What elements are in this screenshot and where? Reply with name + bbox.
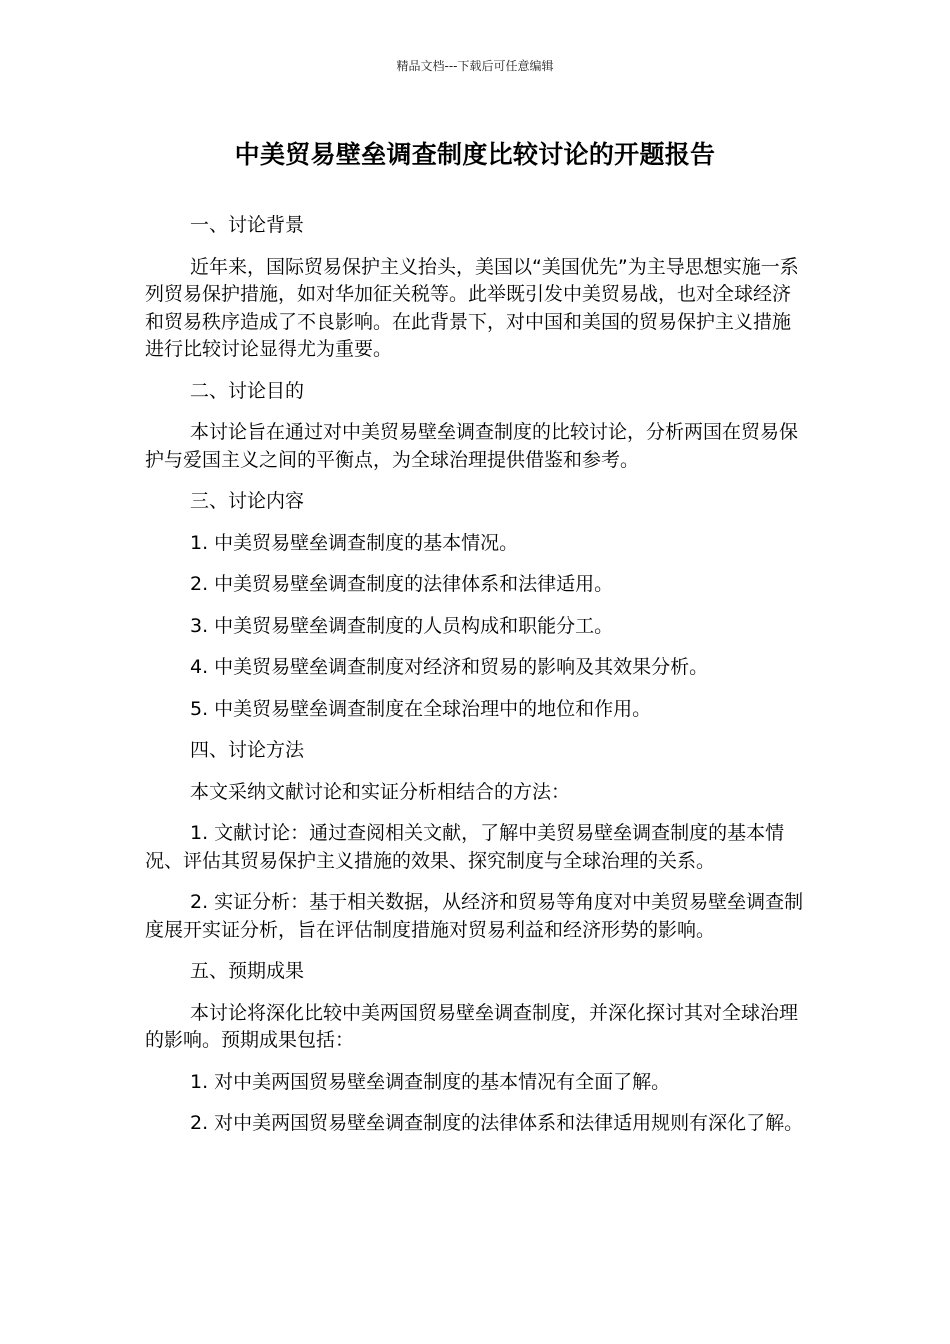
list-item: 2. 实证分析：基于相关数据，从经济和贸易等角度对中美贸易壁垒调查制度展开实证分析，旨在评估制度措施对贸易利益和经济形势的影响。 (145, 891, 804, 941)
list-item: 2. 对中美两国贸易壁垒调查制度的法律体系和法律适用规则有深化了解。 (190, 1112, 804, 1134)
paragraph-method-intro: 本文采纳文献讨论和实证分析相结合的方法： (190, 780, 571, 803)
list-item: 4. 中美贸易壁垒调查制度对经济和贸易的影响及其效果分析。 (190, 656, 709, 678)
section-heading-background: 一、讨论背景 (190, 214, 305, 236)
section-heading-method: 四、讨论方法 (190, 739, 305, 761)
header-note: 精品文档---下载后可任意编辑 (396, 59, 554, 73)
list-item: 2. 中美贸易壁垒调查制度的法律体系和法律适用。 (190, 573, 614, 595)
section-heading-content: 三、讨论内容 (190, 490, 305, 512)
list-item: 3. 中美贸易壁垒调查制度的人员构成和职能分工。 (190, 614, 614, 637)
list-item: 5. 中美贸易壁垒调查制度在全球治理中的地位和作用。 (190, 697, 652, 720)
section-heading-results: 五、预期成果 (190, 960, 305, 982)
paragraph-purpose: 本讨论旨在通过对中美贸易壁垒调查制度的比较讨论，分析两国在贸易保护与爱国主义之间的平衡点，为全球治理提供借鉴和参考。 (145, 421, 799, 471)
paragraph-results-intro: 本讨论将深化比较中美两国贸易壁垒调查制度，并深化探讨其对全球治理的影响。预期成果包括： (145, 1001, 799, 1051)
section-heading-purpose: 二、讨论目的 (190, 379, 305, 402)
document-title: 中美贸易壁垒调查制度比较讨论的开题报告 (234, 140, 716, 169)
list-item: 1. 中美贸易壁垒调查制度的基本情况。 (190, 531, 519, 554)
list-item: 1. 文献讨论：通过查阅相关文献，了解中美贸易壁垒调查制度的基本情况、评估其贸易保护主义措施的效果、探究制度与全球治理的关系。 (145, 822, 785, 872)
document-body (145, 212, 805, 1152)
paragraph-background: 近年来，国际贸易保护主义抬头，美国以“美国优先”为主导思想实施一系列贸易保护措施，如对华加征关税等。此举既引发中美贸易战，也对全球经济和贸易秩序造成了不良影响。在此背景下，对中国和美国的贸易保护主义措施进行比较讨论显得尤为重要。 (145, 255, 799, 360)
list-item: 1. 对中美两国贸易壁垒调查制度的基本情况有全面了解。 (190, 1070, 671, 1093)
